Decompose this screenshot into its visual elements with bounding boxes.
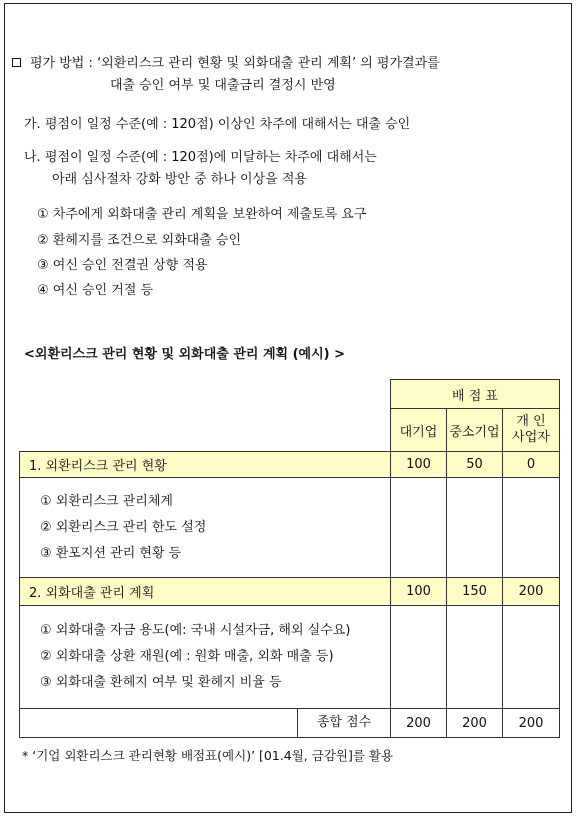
- total-score-large: 200: [391, 709, 447, 738]
- column-sme: 중소기업: [447, 409, 503, 452]
- category-2-score-individual: 200: [503, 578, 560, 606]
- category-2-label: 2. 외화대출 관리 계획: [20, 578, 391, 606]
- score-table: [19, 379, 560, 738]
- list-item: ② 외환리스크 관리 한도 설정: [40, 519, 207, 535]
- empty-cell: [391, 606, 447, 709]
- rule-na-line-1: 나. 평점이 일정 수준(예 : 120점)에 미달하는 차주에 대해서는: [24, 150, 377, 165]
- empty-cell: [391, 478, 447, 578]
- measure-3: ③ 여신 승인 전결권 상향 적용: [37, 258, 208, 273]
- empty-cell: [503, 606, 560, 709]
- category-1-score-individual: 0: [503, 452, 560, 478]
- category-2-score-sme: 150: [447, 578, 503, 606]
- empty-cell: [447, 478, 503, 578]
- table-corner-blank: [20, 380, 391, 409]
- intro-line-1: 평가 방법 : ‘외환리스크 관리 현황 및 외화대출 관리 계획’ 의 평가결과를: [30, 56, 440, 71]
- total-score-sme: 200: [447, 709, 503, 738]
- category-1-score-sme: 50: [447, 452, 503, 478]
- square-bullet-icon: [12, 58, 21, 67]
- rule-ga: 가. 평점이 일정 수준(예 : 120점) 이상인 차주에 대해서는 대출 승인: [24, 117, 411, 132]
- footnote: * ‘기업 외환리스크 관리현황 배점표(예시)’ [01.4월, 금감원]를 활용: [22, 748, 394, 763]
- measure-1: ① 차주에게 외화대출 관리 계획을 보완하여 제출토록 요구: [37, 207, 367, 222]
- list-item: ① 외환리스크 관리체계: [40, 493, 173, 509]
- column-large-enterprise: 대기업: [391, 409, 447, 452]
- category-1-label: 1. 외환리스크 관리 현황: [20, 452, 391, 478]
- table-corner-blank-2: [20, 409, 391, 452]
- list-item: ③ 환포지션 관리 현황 등: [40, 545, 182, 561]
- total-label: 종합 점수: [297, 709, 390, 737]
- table-title: <외환리스크 관리 현황 및 외화대출 관리 계획 (예시) >: [24, 347, 346, 362]
- score-header: 배 점 표: [391, 380, 560, 409]
- total-row-label-cell: [20, 709, 391, 738]
- measure-2: ② 환헤지를 조건으로 외화대출 승인: [37, 233, 241, 248]
- column-individual-business: 개 인 사업자: [503, 409, 560, 452]
- category-1-score-large: 100: [391, 452, 447, 478]
- empty-cell: [503, 478, 560, 578]
- intro-line-2: 대출 승인 여부 및 대출금리 결정시 반영: [110, 78, 336, 93]
- category-1-items: [20, 478, 391, 578]
- rule-na-line-2: 아래 심사절차 강화 방안 중 하나 이상을 적용: [52, 172, 307, 187]
- empty-cell: [447, 606, 503, 709]
- list-item: ③ 외화대출 환헤지 여부 및 환헤지 비율 등: [40, 675, 282, 690]
- category-2-items: [20, 606, 391, 709]
- list-item: ① 외화대출 자금 용도(예: 국내 시설자금, 해외 실수요): [40, 623, 351, 638]
- measure-4: ④ 여신 승인 거절 등: [37, 283, 154, 298]
- category-2-score-large: 100: [391, 578, 447, 606]
- total-score-individual: 200: [503, 709, 560, 738]
- list-item: ② 외화대출 상환 재원(예 : 원화 매출, 외화 매출 등): [40, 649, 334, 664]
